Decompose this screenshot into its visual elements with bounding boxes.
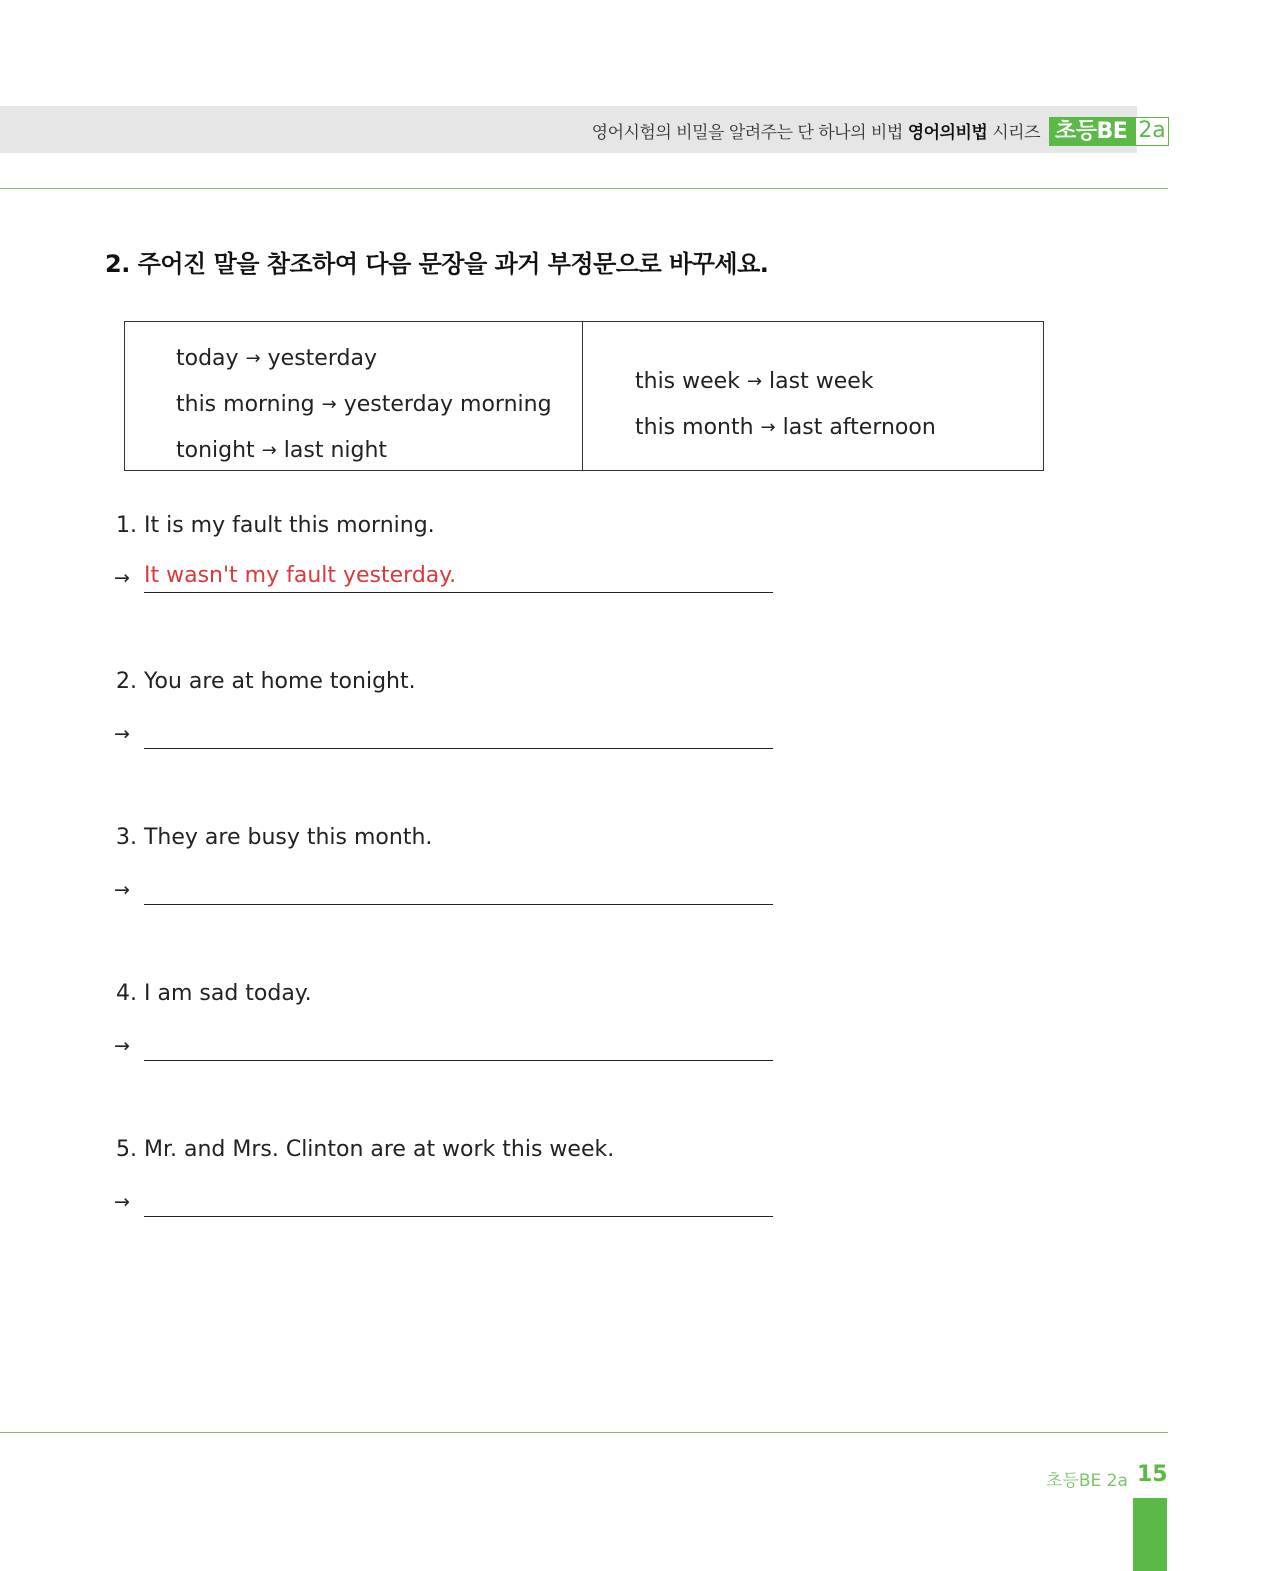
question-title: 2. 주어진 말을 참조하여 다음 문장을 과거 부정문으로 바꾸세요.	[105, 250, 769, 278]
tagline-text: 영어시험의 비밀을 알려주는 단 하나의 비법	[591, 123, 903, 143]
header-divider	[0, 188, 1168, 189]
arrow-icon: →	[760, 417, 776, 438]
hint-column-left	[125, 322, 583, 470]
hint-row	[176, 382, 582, 428]
arrow-icon: →	[114, 1191, 130, 1213]
hint-from: tonight	[176, 438, 255, 463]
item-prompt-2: 2. You are at home tonight.	[116, 669, 416, 694]
hint-from: this week	[635, 369, 740, 394]
answer-field-1[interactable]: It wasn't my fault yesterday.	[144, 560, 773, 593]
answer-row-5	[114, 1184, 774, 1220]
item-prompt-4: 4. I am sad today.	[116, 981, 312, 1006]
answer-field-4[interactable]	[144, 1028, 773, 1061]
hint-from: this month	[635, 415, 754, 440]
badge-level: 2a	[1135, 117, 1168, 146]
hint-to: yesterday morning	[343, 392, 552, 417]
hint-to: last afternoon	[782, 415, 936, 440]
series-tagline	[592, 118, 1040, 143]
arrow-icon: →	[321, 394, 337, 415]
badge-main: 초등BE	[1049, 117, 1135, 146]
item-prompt-5: 5. Mr. and Mrs. Clinton are at work this week.	[116, 1137, 615, 1162]
answer-row-3	[114, 872, 774, 908]
series-suffix: 시리즈	[992, 123, 1040, 143]
arrow-icon: →	[114, 723, 130, 745]
hint-row	[635, 359, 1043, 405]
answer-field-5[interactable]	[144, 1184, 773, 1217]
hint-row	[635, 405, 1043, 451]
answer-row-1	[114, 560, 774, 596]
answer-field-2[interactable]	[144, 716, 773, 749]
arrow-icon: →	[245, 348, 261, 369]
arrow-icon: →	[261, 440, 277, 461]
hint-column-right	[583, 322, 1043, 470]
arrow-icon: →	[114, 879, 130, 901]
answer-row-4	[114, 1028, 774, 1064]
page-number: 15	[1137, 1462, 1168, 1487]
hint-box	[124, 321, 1044, 471]
hint-row	[176, 336, 582, 382]
hint-row	[176, 428, 582, 474]
hint-to: last night	[283, 438, 388, 463]
hint-to: last week	[769, 369, 874, 394]
arrow-icon: →	[114, 567, 130, 589]
item-prompt-1: 1. It is my fault this morning.	[116, 513, 435, 538]
hint-to: yesterday	[267, 346, 377, 371]
footer-divider	[0, 1432, 1168, 1433]
arrow-icon: →	[746, 371, 763, 392]
item-prompt-3: 3. They are busy this month.	[116, 825, 433, 850]
series-badge	[1049, 117, 1169, 146]
hint-from: today	[176, 346, 239, 371]
page-tab	[1133, 1498, 1167, 1571]
arrow-icon: →	[114, 1035, 130, 1057]
footer-label: 초등BE 2a	[1046, 1471, 1128, 1491]
answer-field-3[interactable]	[144, 872, 773, 905]
answer-row-2	[114, 716, 774, 752]
series-name: 영어의비법	[907, 123, 988, 143]
hint-from: this morning	[176, 392, 315, 417]
